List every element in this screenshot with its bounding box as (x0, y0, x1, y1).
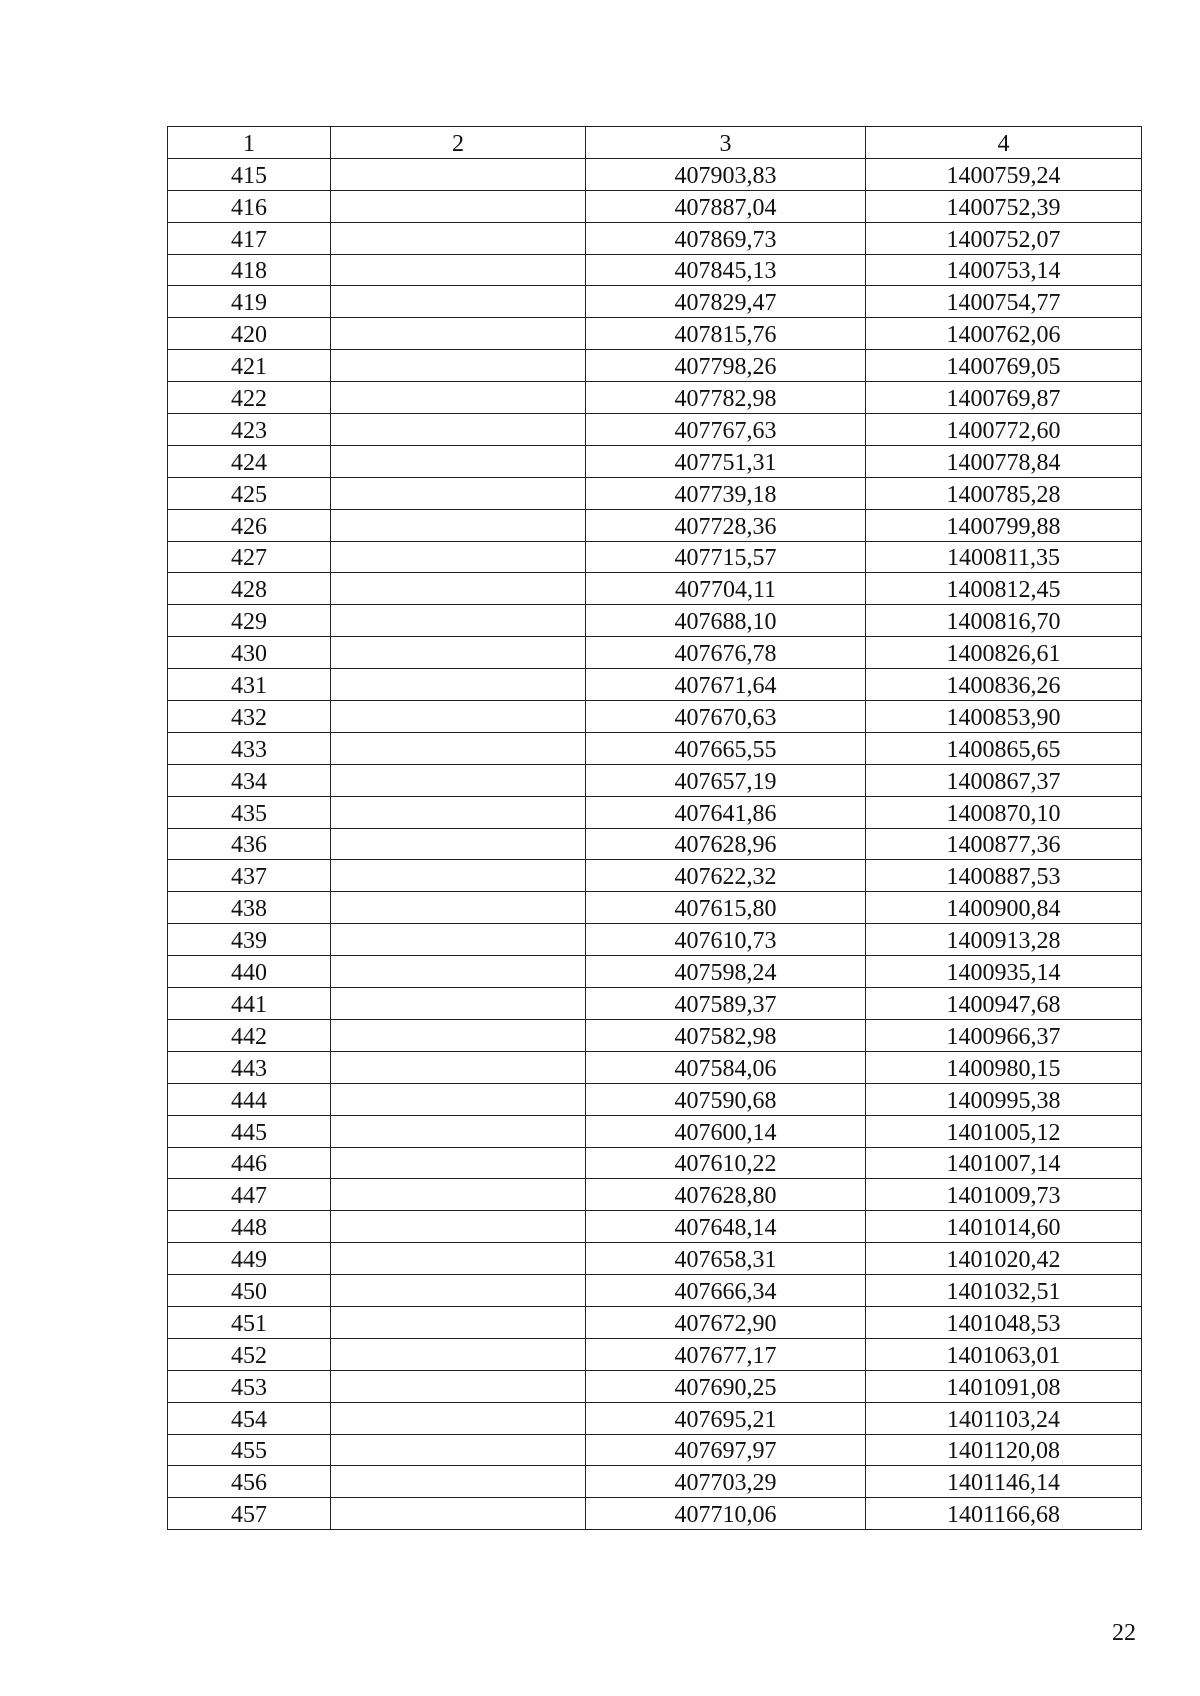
table-cell-col-4: 1401014,60 (866, 1211, 1142, 1243)
table-cell-col-4: 1400836,26 (866, 669, 1142, 701)
table-cell-col-4: 1400778,84 (866, 445, 1142, 477)
table-cell-col-1: 424 (168, 445, 331, 477)
table-cell-col-1: 450 (168, 1275, 331, 1307)
table-cell-col-3: 407615,80 (586, 892, 866, 924)
table-cell-col-2 (331, 190, 586, 222)
table-cell-col-2 (331, 382, 586, 414)
table-cell-col-4: 1401032,51 (866, 1275, 1142, 1307)
table-cell-col-2 (331, 573, 586, 605)
table-row (168, 1179, 1142, 1211)
table-cell-col-1: 448 (168, 1211, 331, 1243)
table-cell-col-2 (331, 1338, 586, 1370)
table-cell-col-1: 417 (168, 222, 331, 254)
table-cell-col-3: 407641,86 (586, 796, 866, 828)
table-row (168, 286, 1142, 318)
table-cell-col-1: 430 (168, 637, 331, 669)
table-cell-col-4: 1400887,53 (866, 860, 1142, 892)
table-row (168, 1243, 1142, 1275)
table-cell-col-1: 435 (168, 796, 331, 828)
table-header (168, 127, 1142, 159)
table-cell-col-4: 1401120,08 (866, 1434, 1142, 1466)
table-row (168, 254, 1142, 286)
table-cell-col-3: 407782,98 (586, 382, 866, 414)
table-cell-col-4: 1401103,24 (866, 1402, 1142, 1434)
table-cell-col-1: 420 (168, 318, 331, 350)
table-cell-col-1: 456 (168, 1466, 331, 1498)
table-row (168, 477, 1142, 509)
table-cell-col-4: 1400900,84 (866, 892, 1142, 924)
table-row (168, 1370, 1142, 1402)
table-cell-col-4: 1401020,42 (866, 1243, 1142, 1275)
table-cell-col-4: 1401005,12 (866, 1115, 1142, 1147)
table-cell-col-4: 1401063,01 (866, 1338, 1142, 1370)
table-row (168, 222, 1142, 254)
table-cell-col-2 (331, 414, 586, 446)
table-cell-col-3: 407677,17 (586, 1338, 866, 1370)
table-cell-col-1: 437 (168, 860, 331, 892)
table-cell-col-2 (331, 860, 586, 892)
table-cell-col-1: 429 (168, 605, 331, 637)
coordinates-table-container (167, 126, 1141, 1530)
table-cell-col-2 (331, 1147, 586, 1179)
table-cell-col-2 (331, 1370, 586, 1402)
table-cell-col-1: 426 (168, 509, 331, 541)
table-cell-col-3: 407622,32 (586, 860, 866, 892)
table-cell-col-4: 1400752,39 (866, 190, 1142, 222)
table-row (168, 701, 1142, 733)
table-cell-col-4: 1401048,53 (866, 1306, 1142, 1338)
coordinates-table (167, 126, 1142, 1530)
table-cell-col-2 (331, 222, 586, 254)
table-cell-col-2 (331, 924, 586, 956)
table-cell-col-4: 1400799,88 (866, 509, 1142, 541)
table-cell-col-4: 1400853,90 (866, 701, 1142, 733)
table-cell-col-4: 1400769,05 (866, 350, 1142, 382)
table-cell-col-3: 407815,76 (586, 318, 866, 350)
table-row (168, 892, 1142, 924)
table-row (168, 1402, 1142, 1434)
table-cell-col-2 (331, 605, 586, 637)
table-cell-col-3: 407739,18 (586, 477, 866, 509)
table-cell-col-3: 407845,13 (586, 254, 866, 286)
table-cell-col-4: 1400877,36 (866, 828, 1142, 860)
table-cell-col-2 (331, 701, 586, 733)
table-cell-col-1: 431 (168, 669, 331, 701)
table-cell-col-1: 415 (168, 158, 331, 190)
table-cell-col-4: 1400812,45 (866, 573, 1142, 605)
table-cell-col-2 (331, 1466, 586, 1498)
table-cell-col-2 (331, 509, 586, 541)
table-cell-col-3: 407666,34 (586, 1275, 866, 1307)
page-number: 22 (1112, 1620, 1136, 1646)
table-cell-col-4: 1400947,68 (866, 988, 1142, 1020)
table-cell-col-2 (331, 764, 586, 796)
table-cell-col-1: 442 (168, 1019, 331, 1051)
table-cell-col-4: 1400966,37 (866, 1019, 1142, 1051)
table-row (168, 1019, 1142, 1051)
table-cell-col-3: 407648,14 (586, 1211, 866, 1243)
table-header-row (168, 127, 1142, 159)
table-row (168, 1306, 1142, 1338)
table-row (168, 541, 1142, 573)
table-cell-col-4: 1400913,28 (866, 924, 1142, 956)
table-cell-col-3: 407582,98 (586, 1019, 866, 1051)
column-header-3: 3 (586, 127, 866, 159)
table-row (168, 1083, 1142, 1115)
table-cell-col-1: 425 (168, 477, 331, 509)
table-cell-col-3: 407688,10 (586, 605, 866, 637)
table-row (168, 158, 1142, 190)
table-cell-col-2 (331, 1019, 586, 1051)
table-row (168, 956, 1142, 988)
table-row (168, 924, 1142, 956)
table-cell-col-1: 432 (168, 701, 331, 733)
table-cell-col-1: 454 (168, 1402, 331, 1434)
table-cell-col-2 (331, 796, 586, 828)
table-cell-col-3: 407658,31 (586, 1243, 866, 1275)
table-cell-col-3: 407589,37 (586, 988, 866, 1020)
table-cell-col-3: 407628,96 (586, 828, 866, 860)
table-row (168, 190, 1142, 222)
table-cell-col-4: 1400785,28 (866, 477, 1142, 509)
table-cell-col-2 (331, 669, 586, 701)
table-cell-col-1: 419 (168, 286, 331, 318)
table-cell-col-2 (331, 1275, 586, 1307)
table-cell-col-2 (331, 956, 586, 988)
table-row (168, 605, 1142, 637)
table-cell-col-1: 434 (168, 764, 331, 796)
table-cell-col-1: 452 (168, 1338, 331, 1370)
column-header-4: 4 (866, 127, 1142, 159)
table-cell-col-1: 441 (168, 988, 331, 1020)
table-cell-col-3: 407829,47 (586, 286, 866, 318)
table-cell-col-2 (331, 1051, 586, 1083)
table-row (168, 988, 1142, 1020)
table-cell-col-1: 443 (168, 1051, 331, 1083)
table-cell-col-1: 455 (168, 1434, 331, 1466)
table-cell-col-4: 1400867,37 (866, 764, 1142, 796)
table-cell-col-4: 1400995,38 (866, 1083, 1142, 1115)
table-row (168, 318, 1142, 350)
table-body (168, 158, 1142, 1529)
table-cell-col-2 (331, 637, 586, 669)
table-cell-col-3: 407670,63 (586, 701, 866, 733)
table-row (168, 1338, 1142, 1370)
table-row (168, 637, 1142, 669)
table-cell-col-1: 416 (168, 190, 331, 222)
table-row (168, 350, 1142, 382)
table-cell-col-2 (331, 350, 586, 382)
table-cell-col-4: 1400826,61 (866, 637, 1142, 669)
column-header-2: 2 (331, 127, 586, 159)
table-cell-col-2 (331, 541, 586, 573)
table-cell-col-3: 407728,36 (586, 509, 866, 541)
table-cell-col-3: 407767,63 (586, 414, 866, 446)
table-cell-col-4: 1400752,07 (866, 222, 1142, 254)
table-cell-col-4: 1400980,15 (866, 1051, 1142, 1083)
table-cell-col-1: 427 (168, 541, 331, 573)
table-cell-col-4: 1400865,65 (866, 732, 1142, 764)
table-cell-col-2 (331, 892, 586, 924)
table-cell-col-2 (331, 1306, 586, 1338)
table-cell-col-2 (331, 445, 586, 477)
table-cell-col-2 (331, 1243, 586, 1275)
table-cell-col-3: 407869,73 (586, 222, 866, 254)
table-cell-col-2 (331, 732, 586, 764)
table-cell-col-2 (331, 286, 586, 318)
table-cell-col-3: 407610,73 (586, 924, 866, 956)
table-cell-col-3: 407598,24 (586, 956, 866, 988)
table-cell-col-3: 407671,64 (586, 669, 866, 701)
table-cell-col-4: 1400772,60 (866, 414, 1142, 446)
table-cell-col-3: 407676,78 (586, 637, 866, 669)
table-cell-col-3: 407628,80 (586, 1179, 866, 1211)
table-cell-col-1: 421 (168, 350, 331, 382)
table-cell-col-4: 1400935,14 (866, 956, 1142, 988)
table-cell-col-4: 1400754,77 (866, 286, 1142, 318)
table-cell-col-3: 407610,22 (586, 1147, 866, 1179)
table-cell-col-3: 407798,26 (586, 350, 866, 382)
table-cell-col-2 (331, 988, 586, 1020)
table-cell-col-1: 428 (168, 573, 331, 605)
table-cell-col-4: 1401091,08 (866, 1370, 1142, 1402)
table-row (168, 669, 1142, 701)
table-cell-col-1: 422 (168, 382, 331, 414)
table-row (168, 1275, 1142, 1307)
table-cell-col-4: 1400870,10 (866, 796, 1142, 828)
table-cell-col-2 (331, 477, 586, 509)
table-cell-col-2 (331, 1115, 586, 1147)
table-cell-col-1: 440 (168, 956, 331, 988)
table-cell-col-1: 447 (168, 1179, 331, 1211)
table-cell-col-4: 1401166,68 (866, 1498, 1142, 1530)
table-row (168, 860, 1142, 892)
table-cell-col-1: 438 (168, 892, 331, 924)
table-row (168, 1147, 1142, 1179)
table-cell-col-3: 407584,06 (586, 1051, 866, 1083)
table-cell-col-3: 407697,97 (586, 1434, 866, 1466)
table-cell-col-1: 445 (168, 1115, 331, 1147)
table-row (168, 1051, 1142, 1083)
table-cell-col-1: 436 (168, 828, 331, 860)
table-cell-col-3: 407703,29 (586, 1466, 866, 1498)
table-cell-col-2 (331, 1211, 586, 1243)
table-cell-col-2 (331, 1434, 586, 1466)
table-cell-col-4: 1400759,24 (866, 158, 1142, 190)
table-row (168, 828, 1142, 860)
table-cell-col-4: 1400762,06 (866, 318, 1142, 350)
table-cell-col-4: 1401146,14 (866, 1466, 1142, 1498)
table-cell-col-3: 407600,14 (586, 1115, 866, 1147)
table-cell-col-1: 449 (168, 1243, 331, 1275)
table-row (168, 1211, 1142, 1243)
table-cell-col-3: 407751,31 (586, 445, 866, 477)
table-cell-col-2 (331, 1402, 586, 1434)
table-cell-col-1: 453 (168, 1370, 331, 1402)
column-header-1: 1 (168, 127, 331, 159)
table-cell-col-2 (331, 318, 586, 350)
table-cell-col-3: 407704,11 (586, 573, 866, 605)
table-cell-col-4: 1400769,87 (866, 382, 1142, 414)
table-row (168, 414, 1142, 446)
table-cell-col-2 (331, 1083, 586, 1115)
table-cell-col-4: 1401007,14 (866, 1147, 1142, 1179)
table-row (168, 1466, 1142, 1498)
table-cell-col-3: 407690,25 (586, 1370, 866, 1402)
table-cell-col-4: 1400811,35 (866, 541, 1142, 573)
table-cell-col-1: 451 (168, 1306, 331, 1338)
table-row (168, 573, 1142, 605)
table-cell-col-3: 407695,21 (586, 1402, 866, 1434)
table-row (168, 1498, 1142, 1530)
table-row (168, 732, 1142, 764)
table-cell-col-3: 407887,04 (586, 190, 866, 222)
table-cell-col-4: 1400816,70 (866, 605, 1142, 637)
table-cell-col-3: 407710,06 (586, 1498, 866, 1530)
table-cell-col-2 (331, 254, 586, 286)
table-cell-col-3: 407903,83 (586, 158, 866, 190)
table-cell-col-2 (331, 1179, 586, 1211)
table-cell-col-2 (331, 1498, 586, 1530)
table-cell-col-1: 433 (168, 732, 331, 764)
table-cell-col-4: 1400753,14 (866, 254, 1142, 286)
table-row (168, 509, 1142, 541)
table-cell-col-3: 407665,55 (586, 732, 866, 764)
table-row (168, 796, 1142, 828)
table-cell-col-3: 407715,57 (586, 541, 866, 573)
table-cell-col-1: 446 (168, 1147, 331, 1179)
table-row (168, 382, 1142, 414)
table-row (168, 1115, 1142, 1147)
table-cell-col-1: 439 (168, 924, 331, 956)
table-cell-col-2 (331, 828, 586, 860)
table-cell-col-4: 1401009,73 (866, 1179, 1142, 1211)
table-cell-col-1: 423 (168, 414, 331, 446)
table-row (168, 1434, 1142, 1466)
table-cell-col-3: 407672,90 (586, 1306, 866, 1338)
table-row (168, 445, 1142, 477)
table-row (168, 764, 1142, 796)
table-cell-col-1: 457 (168, 1498, 331, 1530)
table-cell-col-3: 407590,68 (586, 1083, 866, 1115)
table-cell-col-1: 444 (168, 1083, 331, 1115)
table-cell-col-1: 418 (168, 254, 331, 286)
table-cell-col-2 (331, 158, 586, 190)
table-cell-col-3: 407657,19 (586, 764, 866, 796)
